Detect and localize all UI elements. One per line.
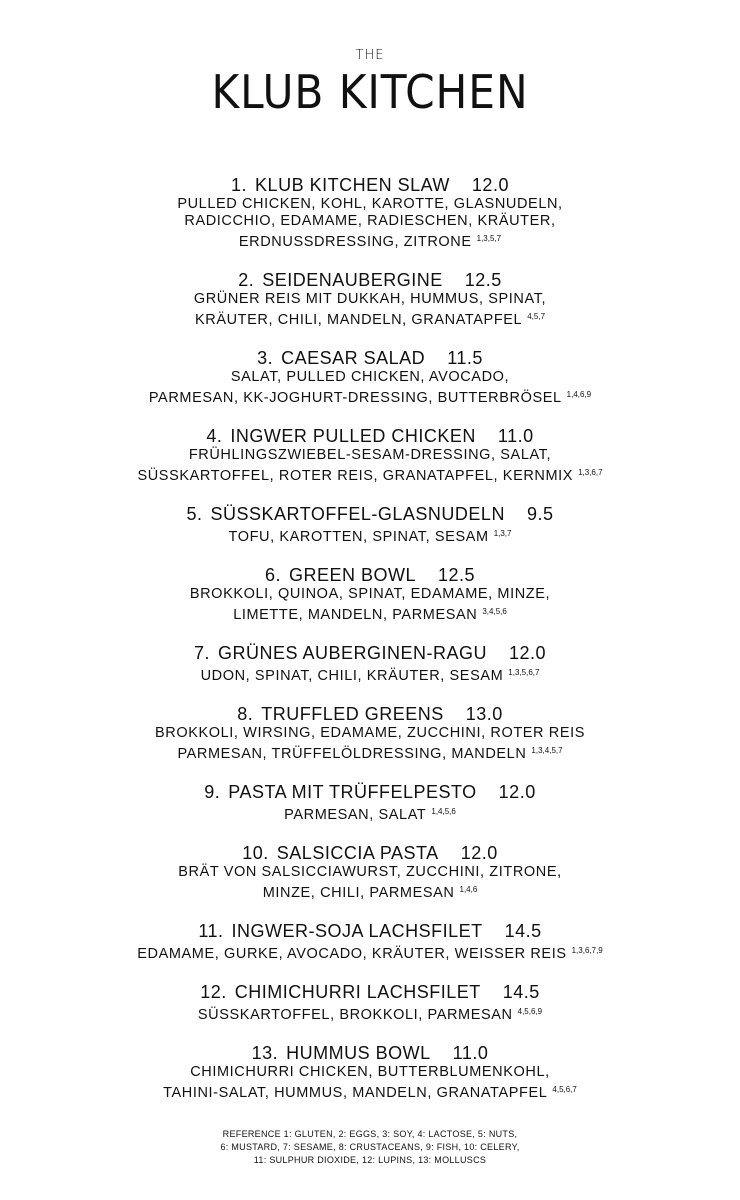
dish-title [0, 426, 740, 447]
dish-description-text: SÜSSKARTOFFEL, ROTER REIS, GRANATAPFEL, KERNMIX [137, 468, 574, 484]
dish-number: 1. [231, 175, 248, 195]
dish-title [0, 175, 740, 196]
dish-description-line [0, 525, 740, 546]
dish-name: HUMMUS BOWL [286, 1043, 431, 1063]
dish-description-line [0, 196, 740, 213]
allergen-codes: 1,4,6 [459, 885, 478, 894]
dish-description-line [0, 1081, 740, 1102]
allergen-codes: 4,5,6,7 [552, 1085, 577, 1094]
dish-price: 12.0 [509, 643, 547, 663]
dish-description-text: TAHINI-SALAT, HUMMUS, MANDELN, GRANATAPFEL [163, 1085, 548, 1101]
dish-description-text: UDON, SPINAT, CHILI, KRÄUTER, SESAM [200, 668, 504, 684]
dish-description-text: BROKKOLI, QUINOA, SPINAT, EDAMAME, MINZE, [189, 586, 551, 602]
dish-description-text: SALAT, PULLED CHICKEN, AVOCADO, [230, 369, 510, 385]
allergen-reference-line: 6: MUSTARD, 7: SESAME, 8: CRUSTACEANS, 9: FISH, 10: CELERY, [220, 1142, 520, 1152]
dish-description-text: PARMESAN, TRÜFFELÖLDRESSING, MANDELN [177, 746, 527, 762]
dish-name: GRÜNES AUBERGINEN-RAGU [217, 643, 487, 663]
dish-number: 13. [251, 1043, 279, 1063]
allergen-codes: 1,3,7 [493, 529, 512, 538]
dish-description-line [0, 864, 740, 881]
menu-item [0, 426, 740, 485]
dish-price: 12.5 [464, 270, 502, 290]
menu-item [0, 704, 740, 763]
dish-price: 12.5 [438, 565, 476, 585]
dish-price: 12.0 [460, 843, 498, 863]
dish-price: 12.0 [498, 782, 536, 802]
dish-number: 10. [242, 843, 269, 863]
allergen-codes: 1,4,5,6 [431, 807, 456, 816]
dish-description-text: GRÜNER REIS MIT DUKKAH, HUMMUS, SPINAT, [193, 291, 547, 307]
dish-description-text: TOFU, KAROTTEN, SPINAT, SESAM [228, 529, 489, 545]
dish-title [0, 565, 740, 586]
dish-number: 6. [264, 565, 281, 585]
menu-item [0, 982, 740, 1024]
dish-title [0, 270, 740, 291]
dish-title [0, 704, 740, 725]
dish-name: GREEN BOWL [288, 565, 416, 585]
dish-description-line [0, 664, 740, 685]
dish-description-text: ERDNUSSDRESSING, ZITRONE [238, 234, 472, 250]
menu-item [0, 348, 740, 407]
dish-price: 14.5 [502, 982, 540, 1002]
dish-description-line [0, 725, 740, 742]
dish-description-line [0, 586, 740, 603]
dish-description-line [0, 308, 740, 329]
dish-price: 11.0 [497, 426, 534, 446]
dish-description-text: RADICCHIO, EDAMAME, RADIESCHEN, KRÄUTER, [184, 213, 556, 229]
dish-list [0, 175, 740, 1121]
dish-description-line [0, 603, 740, 624]
allergen-codes: 1,3,4,5,7 [531, 746, 563, 755]
allergen-reference [0, 1128, 740, 1167]
dish-name: SALSICCIA PASTA [276, 843, 439, 863]
allergen-codes: 1,3,6,7,9 [571, 946, 603, 955]
dish-description-line [0, 464, 740, 485]
menu-item [0, 270, 740, 329]
dish-name: PASTA MIT TRÜFFELPESTO [228, 782, 477, 802]
dish-description-text: PULLED CHICKEN, KOHL, KAROTTE, GLASNUDELN, [177, 196, 563, 212]
dish-description-text: KRÄUTER, CHILI, MANDELN, GRANATAPFEL [194, 312, 523, 328]
allergen-codes: 4,5,7 [527, 312, 546, 321]
dish-number: 5. [186, 504, 203, 524]
dish-number: 7. [193, 643, 210, 663]
allergen-reference-line: 11: SULPHUR DIOXIDE, 12: LUPINS, 13: MOLLUSCS [253, 1155, 487, 1165]
dish-number: 2. [238, 270, 255, 290]
dish-number: 9. [204, 782, 221, 802]
dish-description-line [0, 213, 740, 230]
dish-price: 14.5 [504, 921, 542, 941]
dish-price: 12.0 [471, 175, 509, 195]
dish-number: 4. [206, 426, 223, 446]
dish-description-line [0, 803, 740, 824]
allergen-codes: 1,3,5,7 [476, 234, 502, 243]
dish-number: 8. [237, 704, 254, 724]
menu-item [0, 1043, 740, 1102]
dish-description-line [0, 230, 740, 251]
dish-price: 11.0 [452, 1043, 489, 1063]
dish-description-text: PARMESAN, KK-JOGHURT-DRESSING, BUTTERBRÖSEL [148, 390, 562, 406]
dish-number: 12. [200, 982, 227, 1002]
menu-item [0, 643, 740, 685]
dish-description-line [0, 881, 740, 902]
dish-description-text: BROKKOLI, WIRSING, EDAMAME, ZUCCHINI, ROTER REIS [154, 725, 585, 741]
dish-description-line [0, 1064, 740, 1081]
dish-description-text: EDAMAME, GURKE, AVOCADO, KRÄUTER, WEISSER REIS [137, 946, 567, 962]
dish-description-text: SÜSSKARTOFFEL, BROKKOLI, PARMESAN [197, 1007, 513, 1023]
dish-description-text: PARMESAN, SALAT [284, 807, 427, 823]
dish-title [0, 643, 740, 664]
allergen-codes: 1,3,6,7 [578, 468, 603, 477]
allergen-codes: 3,4,5,6 [482, 607, 507, 616]
dish-description-line [0, 1003, 740, 1024]
dish-name: CAESAR SALAD [281, 348, 426, 368]
dish-description-line [0, 291, 740, 308]
allergen-codes: 4,5,6,9 [517, 1007, 543, 1016]
dish-name: TRUFFLED GREENS [261, 704, 444, 724]
dish-price: 9.5 [526, 504, 554, 524]
dish-name: SEIDENAUBERGINE [262, 270, 443, 290]
dish-description-text: MINZE, CHILI, PARMESAN [262, 885, 455, 901]
dish-price: 13.0 [465, 704, 503, 724]
dish-price: 11.5 [447, 348, 483, 368]
menu-item [0, 921, 740, 963]
dish-name: SÜSSKARTOFFEL-GLASNUDELN [210, 504, 505, 524]
dish-number: 3. [257, 348, 274, 368]
dish-title [0, 348, 740, 369]
dish-name: INGWER-SOJA LACHSFILET [231, 921, 483, 941]
menu-item [0, 782, 740, 824]
dish-description-line [0, 942, 740, 963]
menu-header [0, 48, 740, 118]
dish-number: 11. [198, 921, 224, 941]
dish-name: INGWER PULLED CHICKEN [230, 426, 476, 446]
dish-description-text: LIMETTE, MANDELN, PARMESAN [233, 607, 478, 623]
dish-description-text: BRÄT VON SALSICCIAWURST, ZUCCHINI, ZITRONE, [178, 864, 562, 880]
menu-item [0, 175, 740, 251]
dish-description-line [0, 386, 740, 407]
dish-title [0, 921, 740, 942]
dish-title [0, 843, 740, 864]
dish-title [0, 982, 740, 1003]
allergen-codes: 1,4,6,9 [566, 390, 592, 399]
dish-name: KLUB KITCHEN SLAW [255, 175, 450, 195]
allergen-codes: 1,3,5,6,7 [508, 668, 540, 677]
dish-description-line [0, 369, 740, 386]
dish-name: CHIMICHURRI LACHSFILET [234, 982, 481, 1002]
menu-item [0, 843, 740, 902]
dish-title [0, 504, 740, 525]
menu-item [0, 504, 740, 546]
dish-title [0, 782, 740, 803]
brand-title: KLUB KITCHEN [211, 65, 529, 119]
brand-prefix: THE [355, 48, 385, 63]
dish-description-line [0, 447, 740, 464]
dish-title [0, 1043, 740, 1064]
dish-description-line [0, 742, 740, 763]
dish-description-text: FRÜHLINGSZWIEBEL-SESAM-DRESSING, SALAT, [188, 447, 552, 463]
dish-description-text: CHIMICHURRI CHICKEN, BUTTERBLUMENKOHL, [190, 1064, 550, 1080]
menu-item [0, 565, 740, 624]
allergen-reference-line: REFERENCE 1: GLUTEN, 2: EGGS, 3: SOY, 4: LACTOSE, 5: NUTS, [222, 1129, 518, 1139]
